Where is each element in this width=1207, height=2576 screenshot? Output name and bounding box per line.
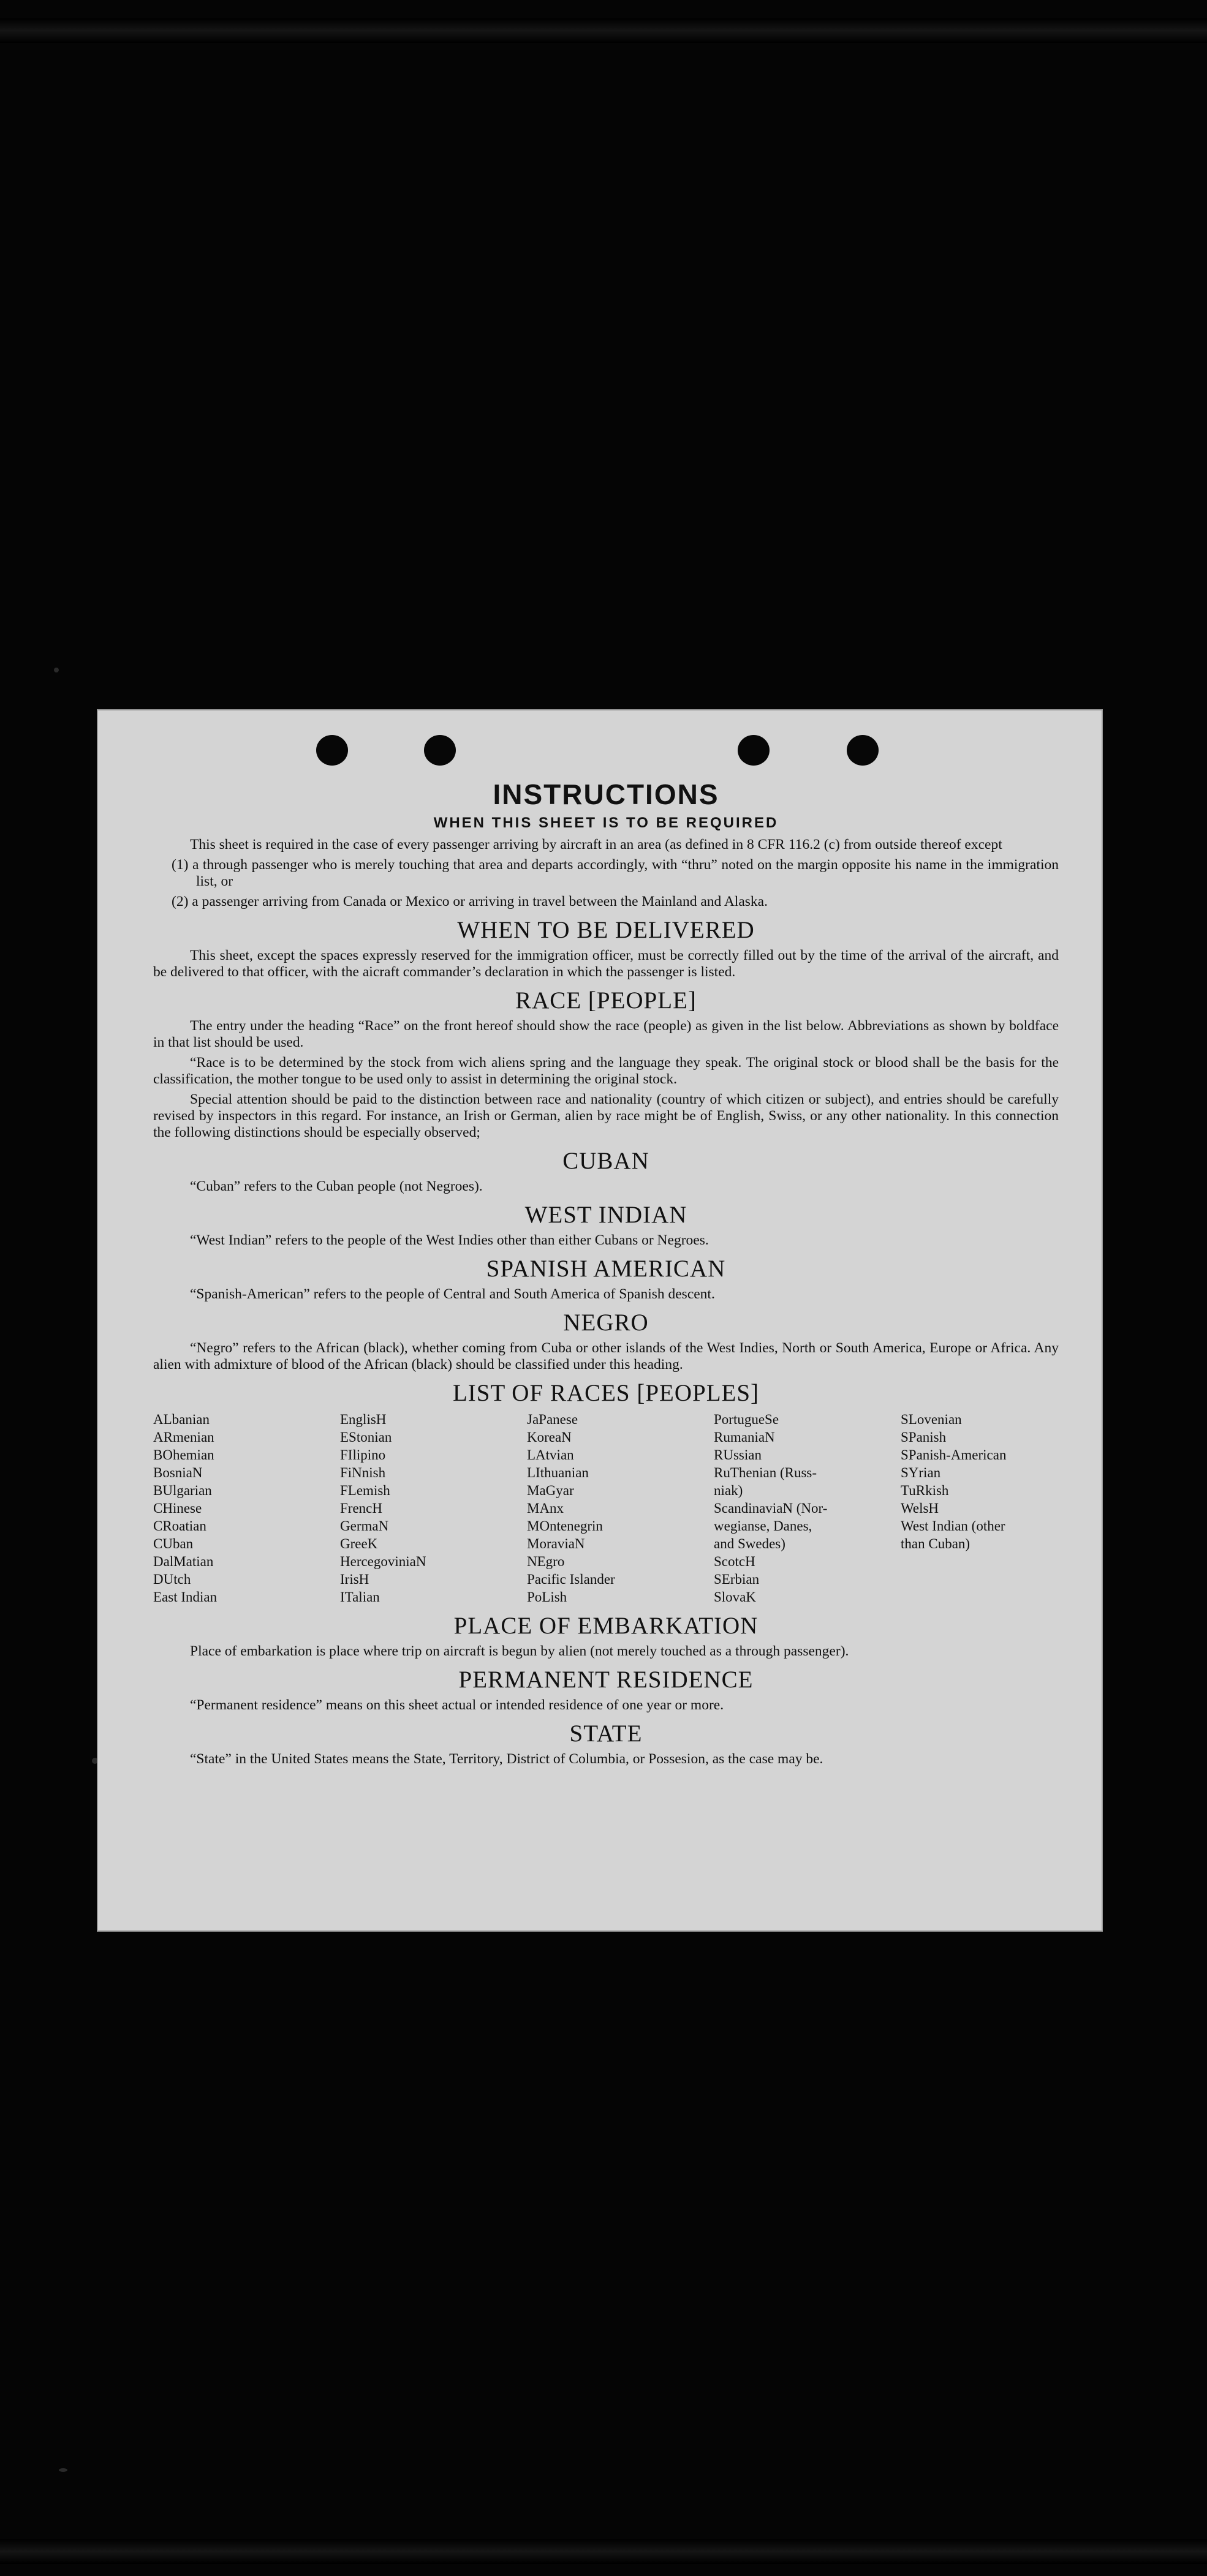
races-column <box>714 1410 901 1606</box>
races-column <box>340 1410 527 1606</box>
race-item: BUlgarian <box>153 1483 212 1498</box>
race-item: GreeK <box>340 1536 378 1551</box>
west-indian-heading: WEST INDIAN <box>524 1202 687 1228</box>
race-paragraph-3: Special attention should be paid to the distinction between race and nationality (country of which citizen or subject), and entries should be carefully revised by inspectors in this regard. For instance, an Irish or German, alien by race might be of English, Swiss, or any other nationality. In this connection the following distinctions should be especially observed; <box>153 1091 1059 1140</box>
race-item: ITalian <box>340 1589 380 1605</box>
embarkation-text: Place of embarkation is place where trip on aircraft is begun by alien (not merely touched as a through passenger). <box>190 1643 849 1659</box>
race-item: TuRkish <box>901 1483 949 1498</box>
race-item: HercegoviniaN <box>340 1554 426 1569</box>
race-item: CHinese <box>153 1501 202 1516</box>
residence-heading: PERMANENT RESIDENCE <box>458 1666 754 1693</box>
sheet-content <box>153 778 1059 1771</box>
spanish-american-text: “Spanish-American” refers to the people of Central and South America of Spanish descent. <box>190 1286 715 1302</box>
film-edge-top <box>0 18 1207 43</box>
punch-hole <box>424 735 456 766</box>
spanish-american-heading: SPANISH AMERICAN <box>486 1256 726 1282</box>
race-item: FiNnish <box>340 1465 386 1480</box>
punch-hole <box>738 735 770 766</box>
race-item: MOntenegrin <box>527 1518 603 1534</box>
race-item: ScotcH <box>714 1554 755 1569</box>
cuban-text: “Cuban” refers to the Cuban people (not Negroes). <box>190 1178 483 1194</box>
residence-text: “Permanent residence” means on this sheet actual or intended residence of one year or more. <box>190 1697 724 1713</box>
races-column <box>901 1410 1060 1606</box>
race-item: FIlipino <box>340 1447 386 1463</box>
race-item: LAtvian <box>527 1447 574 1463</box>
race-item: EnglisH <box>340 1412 387 1427</box>
race-item: EStonian <box>340 1429 392 1445</box>
race-item: SPanish-American <box>901 1447 1007 1463</box>
race-item: ARmenian <box>153 1429 214 1445</box>
races-list <box>153 1410 1059 1606</box>
state-heading: STATE <box>569 1720 643 1747</box>
race-item: RUssian <box>714 1447 762 1463</box>
required-subtitle: WHEN THIS SHEET IS TO BE REQUIRED <box>433 815 779 831</box>
race-item: SYrian <box>901 1465 941 1480</box>
race-item: RumaniaN <box>714 1429 775 1445</box>
race-item: SErbian <box>714 1572 760 1587</box>
race-item: MoraviaN <box>527 1536 585 1551</box>
races-column <box>527 1410 714 1606</box>
required-item-1: (1) a through passenger who is merely touching that area and departs accordingly, with “thru” noted on the margin opposite his name in the immigration list, or <box>172 857 1059 889</box>
instruction-sheet <box>97 709 1103 1932</box>
race-item: FrencH <box>340 1501 382 1516</box>
west-indian-text: “West Indian” refers to the people of the West Indies other than either Cubans or Negroes. <box>190 1232 709 1248</box>
race-item: East Indian <box>153 1589 218 1605</box>
race-paragraph-2: “Race is to be determined by the stock from wich aliens spring and the language they speak. The original stock or blood shall be the basis for the classification, the mother tongue to be used only to assist in determining the original stock. <box>153 1055 1059 1087</box>
race-item: ScandinaviaN (Nor- wegianse, Danes, and Swedes) <box>714 1501 828 1551</box>
race-item: KoreaN <box>527 1429 572 1445</box>
negro-text: “Negro” refers to the African (black), whether coming from Cuba or other islands of the West Indies, North or South America, Europe or Africa. Any alien with admixture of blood of the African (black) should be classified under this heading. <box>153 1340 1059 1373</box>
film-speck <box>54 668 59 672</box>
delivered-heading: WHEN TO BE DELIVERED <box>457 917 755 943</box>
race-item: WelsH <box>901 1501 939 1516</box>
punch-hole <box>847 735 879 766</box>
race-item: PoLish <box>527 1589 567 1605</box>
page-title: INSTRUCTIONS <box>493 778 719 810</box>
race-paragraph-1: The entry under the heading “Race” on the front hereof should show the race (people) as given in the list below. Abbreviations as shown by boldface in that list should be used. <box>153 1018 1059 1050</box>
state-text: “State” in the United States means the State, Territory, District of Columbia, or Possesion, as the case may be. <box>190 1751 823 1767</box>
delivered-text: This sheet, except the spaces expressly reserved for the immigration officer, must be correctly filled out by the time of the arrival of the aircraft, and be delivered to that officer, with the aicraft commander’s declaration in which the passenger is listed. <box>153 947 1059 980</box>
race-item: BosniaN <box>153 1465 203 1480</box>
race-item: JaPanese <box>527 1412 578 1427</box>
required-intro: This sheet is required in the case of every passenger arriving by aircraft in an area (as defined in 8 CFR 116.2 (c) from outside thereof except <box>190 837 1002 853</box>
film-speck <box>59 2468 67 2472</box>
negro-heading: NEGRO <box>563 1309 649 1336</box>
race-item: BOhemian <box>153 1447 214 1463</box>
race-item: NEgro <box>527 1554 565 1569</box>
race-item: ALbanian <box>153 1412 210 1427</box>
punch-hole <box>316 735 348 766</box>
race-item: LIthuanian <box>527 1465 589 1480</box>
race-item: West Indian (other than Cuban) <box>901 1518 1005 1551</box>
race-item: IrisH <box>340 1572 369 1587</box>
cuban-heading: CUBAN <box>562 1148 649 1174</box>
race-item: DUtch <box>153 1572 191 1587</box>
race-item: SPanish <box>901 1429 947 1445</box>
race-heading: RACE [PEOPLE] <box>515 987 697 1014</box>
race-item: FLemish <box>340 1483 390 1498</box>
race-item: CRoatian <box>153 1518 206 1534</box>
race-item: DalMatian <box>153 1554 214 1569</box>
race-item: MaGyar <box>527 1483 574 1498</box>
embarkation-heading: PLACE OF EMBARKATION <box>453 1613 759 1639</box>
race-item: CUban <box>153 1536 194 1551</box>
race-item: PortugueSe <box>714 1412 779 1427</box>
races-column <box>153 1410 340 1606</box>
race-item: SLovenian <box>901 1412 962 1427</box>
required-item-2: (2) a passenger arriving from Canada or Mexico or arriving in travel between the Mainland and Alaska. <box>172 894 768 910</box>
race-item: GermaN <box>340 1518 389 1534</box>
race-item: SlovaK <box>714 1589 756 1605</box>
race-item: RuThenian (Russ- niak) <box>714 1465 817 1498</box>
race-item: MAnx <box>527 1501 564 1516</box>
race-item: Pacific Islander <box>527 1572 615 1587</box>
film-edge-bottom <box>0 2539 1207 2564</box>
races-list-heading: LIST OF RACES [PEOPLES] <box>452 1380 760 1406</box>
